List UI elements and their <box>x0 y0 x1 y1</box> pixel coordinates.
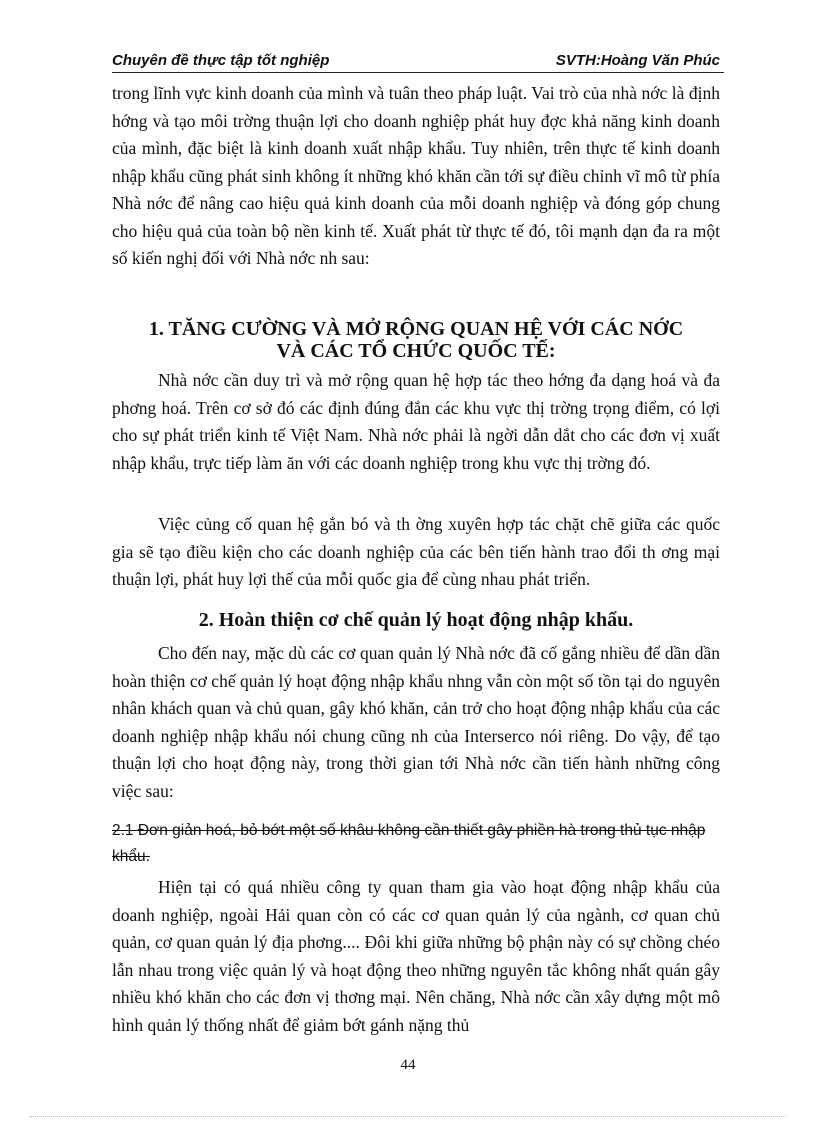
subsection-2-1-heading: 2.1 Đơn giản hoá, bỏ bớt một số khâu không cần thiết gây phiền hà trong thủ tục nhập khẩu. <box>112 822 706 865</box>
section1-heading-line1: 1. TĂNG CƯỜNG VÀ MỞ RỘNG QUAN HỆ VỚI CÁC NỚC <box>148 318 684 340</box>
section2-paragraph-2: Hiện tại có quá nhiều công ty quan tham gia vào hoạt động nhập khẩu của doanh nghiệp, ngoài Hải quan còn có các cơ quan quản lý của ngành, cơ quan chủ quản, cơ quan quản lý địa phơng.... Đôi khi giữa những bộ phận này có sự chồng chéo lẫn nhau trong việc quản lý và hoạt động theo những nguyên tắc không nhất quán gây nhiều khó khăn cho các đơn vị thơng mại. Nên chăng, Nhà nớc cần xây dựng một mô hình quản lý thống nhất để giảm bớt gánh nặng thủ <box>112 877 720 1035</box>
section1-paragraph-1: Nhà nớc cần duy trì và mở rộng quan hệ hợp tác theo hớng đa dạng hoá và đa phơng hoá. Trên cơ sở đó các định đúng đắn các khu vực thị trờng trọng điểm, có lợi cho sự phát triển kinh tế Việt Nam. Nhà nớc phải là ngời dẫn dắt cho các đơn vị xuất nhập khẩu, trực tiếp làm ăn với các doanh nghiệp trong khu vực thị trờng đó. <box>112 370 720 473</box>
header-author: SVTH:Hoàng Văn Phúc <box>555 52 720 69</box>
section2-paragraph-1: Cho đến nay, mặc dù các cơ quan quản lý Nhà nớc đã cố gắng nhiều để dần dần hoàn thiện cơ chế quản lý hoạt động nhập khẩu nhng vẫn còn một số tồn tại do nguyên nhân khách quan và chủ quan, gây khó khăn, cản trở cho hoạt động nhập khẩu của các doanh nghiệp nhập khẩu nói chung cũng nh của Interserco nói riêng. Do vậy, để tạo thuận lợi cho hoạt động này, trong thời gian tới Nhà nớc cần tiến hành những công việc sau: <box>112 643 720 801</box>
page-number: 44 <box>400 1057 416 1073</box>
section1-heading-line2: VÀ CÁC TỔ CHỨC QUỐC TẾ: <box>276 340 556 362</box>
section2-heading: 2. Hoàn thiện cơ chế quản lý hoạt động nhập khẩu. <box>198 609 634 631</box>
header-title: Chuyên đề thực tập tốt nghiệp <box>112 52 330 69</box>
footer-divider <box>30 1116 786 1117</box>
section1-paragraph-2: Việc củng cố quan hệ gắn bó và th ờng xuyên hợp tác chặt chẽ giữa các quốc gia sẽ tạo điều kiện cho các doanh nghiệp của các bên tiến hành trao đổi th ơng mại thuận lợi, phát huy lợi thế của mỗi quốc gia để cùng nhau phát triển. <box>112 514 720 589</box>
intro-paragraph: trong lĩnh vực kinh doanh của mình và tuân theo pháp luật. Vai trò của nhà nớc là định hớng và tạo môi trờng thuận lợi cho doanh nghiệp phát huy đợc khả năng kinh doanh của mình, đặc biệt là kinh doanh xuất nhập khẩu. Tuy nhiên, trên thực tế kinh doanh nhập khẩu cũng phát sinh không ít những khó khăn cần tới sự điều chỉnh vĩ mô từ phía Nhà nớc để nâng cao hiệu quả kinh doanh của mỗi doanh nghiệp và đóng góp chung cho hiệu quả của toàn bộ nền kinh tế. Xuất phát từ thực tế đó, tôi mạnh dạn đa ra một số kiến nghị đối với Nhà nớc nh sau: <box>112 83 720 268</box>
page-header <box>112 50 724 73</box>
